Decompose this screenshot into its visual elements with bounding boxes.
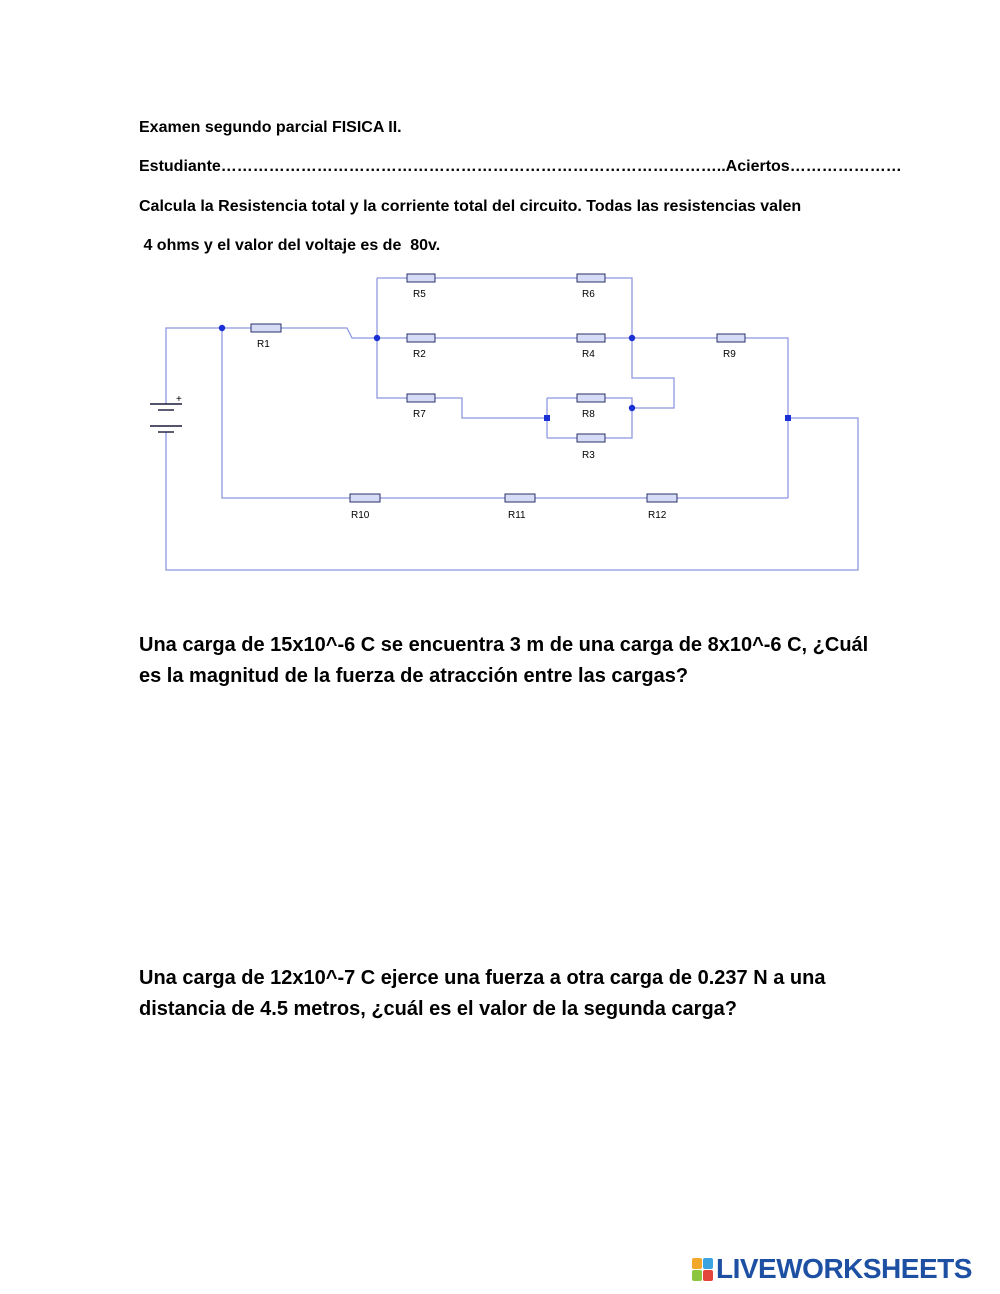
student-line: Estudiante…………………………………………………………………………………..Aciertos………………… <box>139 158 902 175</box>
instruction-line-2: 4 ohms y el valor del voltaje es de 80v. <box>139 237 441 254</box>
badge-cell <box>703 1270 713 1281</box>
resistor-r12 <box>647 494 677 502</box>
circuit-nodes <box>219 325 791 421</box>
resistor-r11 <box>505 494 535 502</box>
label-r9: R9 <box>723 349 736 360</box>
label-r7: R7 <box>413 409 426 420</box>
resistor-r6 <box>577 274 605 282</box>
label-r1: R1 <box>257 339 270 350</box>
question-2: Una carga de 12x10^-7 C ejerce una fuerza a otra carga de 0.237 N a una distancia de 4.5 metros, ¿cuál es el valor de la segunda carga? <box>139 967 826 1020</box>
exam-title: Examen segundo parcial FISICA II. <box>139 119 402 136</box>
resistor-r3 <box>577 434 605 442</box>
label-r10: R10 <box>351 510 370 521</box>
resistor-r4 <box>577 334 605 342</box>
logo-text: LIVEWORKSHEETS <box>716 1253 972 1284</box>
circuit-wires <box>166 278 858 570</box>
label-r5: R5 <box>413 289 426 300</box>
resistor-r1 <box>251 324 281 332</box>
badge-cell <box>692 1258 702 1269</box>
circuit-diagram <box>0 0 1000 600</box>
resistor-r7 <box>407 394 435 402</box>
resistor-r2 <box>407 334 435 342</box>
label-r6: R6 <box>582 289 595 300</box>
label-r11: R11 <box>508 510 526 521</box>
resistor-r8 <box>577 394 605 402</box>
label-r12: R12 <box>648 510 667 521</box>
label-r8: R8 <box>582 409 595 420</box>
resistor-r10 <box>350 494 380 502</box>
battery-plus-label: + <box>176 394 182 405</box>
label-r4: R4 <box>582 349 595 360</box>
badge-cell <box>692 1270 702 1281</box>
badge-cell <box>703 1258 713 1269</box>
instruction-line-1: Calcula la Resistencia total y la corriente total del circuito. Todas las resistencias valen <box>139 198 802 215</box>
resistor-r9 <box>717 334 745 342</box>
label-r3: R3 <box>582 450 595 461</box>
battery-symbol <box>150 404 182 432</box>
resistor-r5 <box>407 274 435 282</box>
liveworksheets-logo[interactable] <box>692 1253 972 1285</box>
logo-badge-icon <box>692 1258 713 1281</box>
label-r2: R2 <box>413 349 426 360</box>
question-1: Una carga de 15x10^-6 C se encuentra 3 m de una carga de 8x10^-6 C, ¿Cuál es la magnitud de la fuerza de atracción entre las cargas? <box>139 634 869 687</box>
